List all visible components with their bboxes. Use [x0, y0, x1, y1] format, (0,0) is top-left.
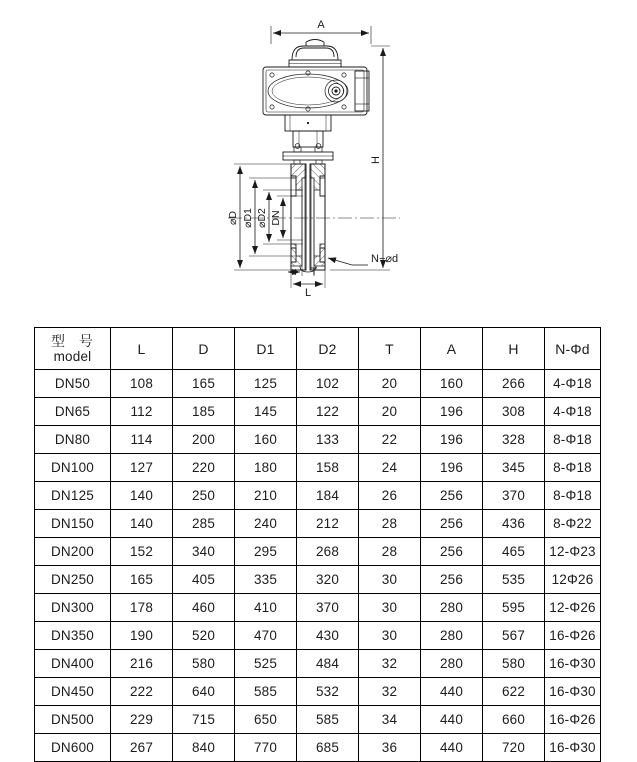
column-header-d1: D1	[235, 328, 297, 370]
cell-a: 196	[421, 426, 483, 454]
cell-h: 266	[483, 370, 545, 398]
cell-nd: 4-Φ18	[545, 398, 601, 426]
cell-a: 280	[421, 650, 483, 678]
cell-d: 840	[173, 734, 235, 762]
table-body	[35, 370, 601, 762]
cell-model: DN350	[35, 622, 111, 650]
cell-l: 140	[111, 482, 173, 510]
cell-d2: 484	[297, 650, 359, 678]
dimension-label-L: L	[304, 287, 312, 299]
cell-d: 640	[173, 678, 235, 706]
cell-a: 256	[421, 538, 483, 566]
dimension-L	[293, 284, 323, 299]
cell-d2: 430	[297, 622, 359, 650]
cell-h: 436	[483, 510, 545, 538]
cell-h: 660	[483, 706, 545, 734]
cell-h: 370	[483, 482, 545, 510]
column-header-nd: N-Φd	[545, 328, 601, 370]
cell-h: 580	[483, 650, 545, 678]
valve-dimension-table-container	[34, 327, 600, 762]
cell-d1: 410	[235, 594, 297, 622]
cell-model: DN400	[35, 650, 111, 678]
cell-d2: 532	[297, 678, 359, 706]
cell-nd: 8-Φ18	[545, 454, 601, 482]
cell-l: 108	[111, 370, 173, 398]
cell-d1: 525	[235, 650, 297, 678]
cell-d: 715	[173, 706, 235, 734]
cell-t: 28	[359, 510, 421, 538]
drawing-canvas	[0, 0, 637, 312]
cell-d2: 133	[297, 426, 359, 454]
cell-model: DN600	[35, 734, 111, 762]
cell-model: DN125	[35, 482, 111, 510]
cell-h: 308	[483, 398, 545, 426]
cell-a: 256	[421, 510, 483, 538]
table-row	[35, 622, 601, 650]
cell-nd: 16-Φ30	[545, 734, 601, 762]
column-header-t: T	[359, 328, 421, 370]
column-header-h: H	[483, 328, 545, 370]
dimension-label-A: A	[317, 19, 325, 31]
cell-d2: 102	[297, 370, 359, 398]
cell-t: 34	[359, 706, 421, 734]
cell-d1: 650	[235, 706, 297, 734]
cell-t: 28	[359, 538, 421, 566]
cell-l: 112	[111, 398, 173, 426]
cell-d: 285	[173, 510, 235, 538]
valve-dimension-table	[34, 327, 601, 762]
cell-d1: 180	[235, 454, 297, 482]
cell-d1: 145	[235, 398, 297, 426]
column-header-model	[35, 328, 111, 370]
cell-d2: 158	[297, 454, 359, 482]
table-row	[35, 510, 601, 538]
dimension-label-DN: DN	[270, 210, 282, 226]
cell-d1: 585	[235, 678, 297, 706]
cell-nd: 16-Φ30	[545, 650, 601, 678]
dimension-label-D1: ⌀D1	[242, 208, 254, 228]
cell-t: 32	[359, 650, 421, 678]
cell-nd: 16-Φ26	[545, 706, 601, 734]
cell-h: 595	[483, 594, 545, 622]
table-header-row	[35, 328, 601, 370]
cell-h: 567	[483, 622, 545, 650]
cell-t: 26	[359, 482, 421, 510]
cell-h: 465	[483, 538, 545, 566]
column-header-model-cn: 型 号	[51, 332, 98, 349]
column-header-d2: D2	[297, 328, 359, 370]
cell-model: DN250	[35, 566, 111, 594]
column-header-a: A	[421, 328, 483, 370]
column-header-model-en: model	[53, 348, 92, 364]
cell-d2: 585	[297, 706, 359, 734]
table-row	[35, 398, 601, 426]
cell-d2: 184	[297, 482, 359, 510]
cell-d2: 268	[297, 538, 359, 566]
cell-d: 200	[173, 426, 235, 454]
cell-d: 185	[173, 398, 235, 426]
cell-model: DN200	[35, 538, 111, 566]
cell-a: 440	[421, 734, 483, 762]
cell-nd: 16-Φ30	[545, 678, 601, 706]
cell-nd: 4-Φ18	[545, 370, 601, 398]
cell-l: 222	[111, 678, 173, 706]
cell-a: 196	[421, 398, 483, 426]
table-row	[35, 734, 601, 762]
table-row	[35, 678, 601, 706]
cell-nd: 8-Φ22	[545, 510, 601, 538]
cell-a: 256	[421, 566, 483, 594]
cell-model: DN100	[35, 454, 111, 482]
cell-t: 30	[359, 594, 421, 622]
cell-l: 127	[111, 454, 173, 482]
cell-t: 22	[359, 426, 421, 454]
cell-l: 165	[111, 566, 173, 594]
cell-h: 328	[483, 426, 545, 454]
cell-nd: 8-Φ18	[545, 426, 601, 454]
cell-d2: 122	[297, 398, 359, 426]
table-row	[35, 370, 601, 398]
table-row	[35, 538, 601, 566]
cell-d: 460	[173, 594, 235, 622]
cell-model: DN50	[35, 370, 111, 398]
cell-h: 622	[483, 678, 545, 706]
cell-a: 280	[421, 594, 483, 622]
column-header-d: D	[173, 328, 235, 370]
cell-t: 30	[359, 622, 421, 650]
cell-t: 30	[359, 566, 421, 594]
cell-nd: 12Φ26	[545, 566, 601, 594]
table-row	[35, 454, 601, 482]
cell-l: 152	[111, 538, 173, 566]
column-header-l: L	[111, 328, 173, 370]
cell-a: 440	[421, 678, 483, 706]
cell-model: DN450	[35, 678, 111, 706]
cell-a: 440	[421, 706, 483, 734]
cell-h: 535	[483, 566, 545, 594]
electric-actuator	[263, 40, 369, 132]
cell-d: 405	[173, 566, 235, 594]
cell-nd: 12-Φ26	[545, 594, 601, 622]
valve-technical-drawing	[0, 0, 637, 312]
cell-h: 345	[483, 454, 545, 482]
callout-N-phi-d	[328, 253, 398, 265]
cell-d2: 370	[297, 594, 359, 622]
cell-l: 178	[111, 594, 173, 622]
cell-d2: 320	[297, 566, 359, 594]
cell-t: 20	[359, 398, 421, 426]
table-row	[35, 426, 601, 454]
table-row	[35, 566, 601, 594]
cell-d1: 335	[235, 566, 297, 594]
cell-d: 165	[173, 370, 235, 398]
cell-h: 720	[483, 734, 545, 762]
cell-d1: 295	[235, 538, 297, 566]
cell-model: DN65	[35, 398, 111, 426]
cell-d1: 240	[235, 510, 297, 538]
cell-d: 520	[173, 622, 235, 650]
cell-d: 250	[173, 482, 235, 510]
cell-l: 140	[111, 510, 173, 538]
cell-t: 36	[359, 734, 421, 762]
table-row	[35, 706, 601, 734]
cell-model: DN500	[35, 706, 111, 734]
cell-d1: 470	[235, 622, 297, 650]
cell-l: 114	[111, 426, 173, 454]
cell-d1: 770	[235, 734, 297, 762]
dimension-label-H: H	[370, 156, 382, 164]
cell-d1: 160	[235, 426, 297, 454]
dimension-label-N-phi-d: N−⌀d	[371, 253, 399, 265]
cell-model: DN150	[35, 510, 111, 538]
cell-a: 196	[421, 454, 483, 482]
cell-a: 256	[421, 482, 483, 510]
dimension-label-T: T	[310, 266, 318, 278]
cell-d1: 210	[235, 482, 297, 510]
cell-model: DN300	[35, 594, 111, 622]
cell-d: 340	[173, 538, 235, 566]
cell-t: 20	[359, 370, 421, 398]
cell-d2: 685	[297, 734, 359, 762]
dimension-label-D: ⌀D	[227, 211, 239, 225]
cell-l: 190	[111, 622, 173, 650]
cell-a: 160	[421, 370, 483, 398]
mounting-bracket	[283, 131, 333, 164]
cell-nd: 12-Φ23	[545, 538, 601, 566]
cell-t: 32	[359, 678, 421, 706]
cell-model: DN80	[35, 426, 111, 454]
cell-d: 580	[173, 650, 235, 678]
cell-nd: 16-Φ26	[545, 622, 601, 650]
table-row	[35, 650, 601, 678]
cell-l: 267	[111, 734, 173, 762]
cell-d1: 125	[235, 370, 297, 398]
cell-l: 229	[111, 706, 173, 734]
dimension-label-D2: ⌀D2	[256, 208, 268, 228]
cell-t: 24	[359, 454, 421, 482]
cell-d: 220	[173, 454, 235, 482]
table-row	[35, 482, 601, 510]
table-row	[35, 594, 601, 622]
dimension-H	[330, 46, 390, 270]
cell-d2: 212	[297, 510, 359, 538]
cell-a: 280	[421, 622, 483, 650]
cell-l: 216	[111, 650, 173, 678]
cell-nd: 8-Φ18	[545, 482, 601, 510]
